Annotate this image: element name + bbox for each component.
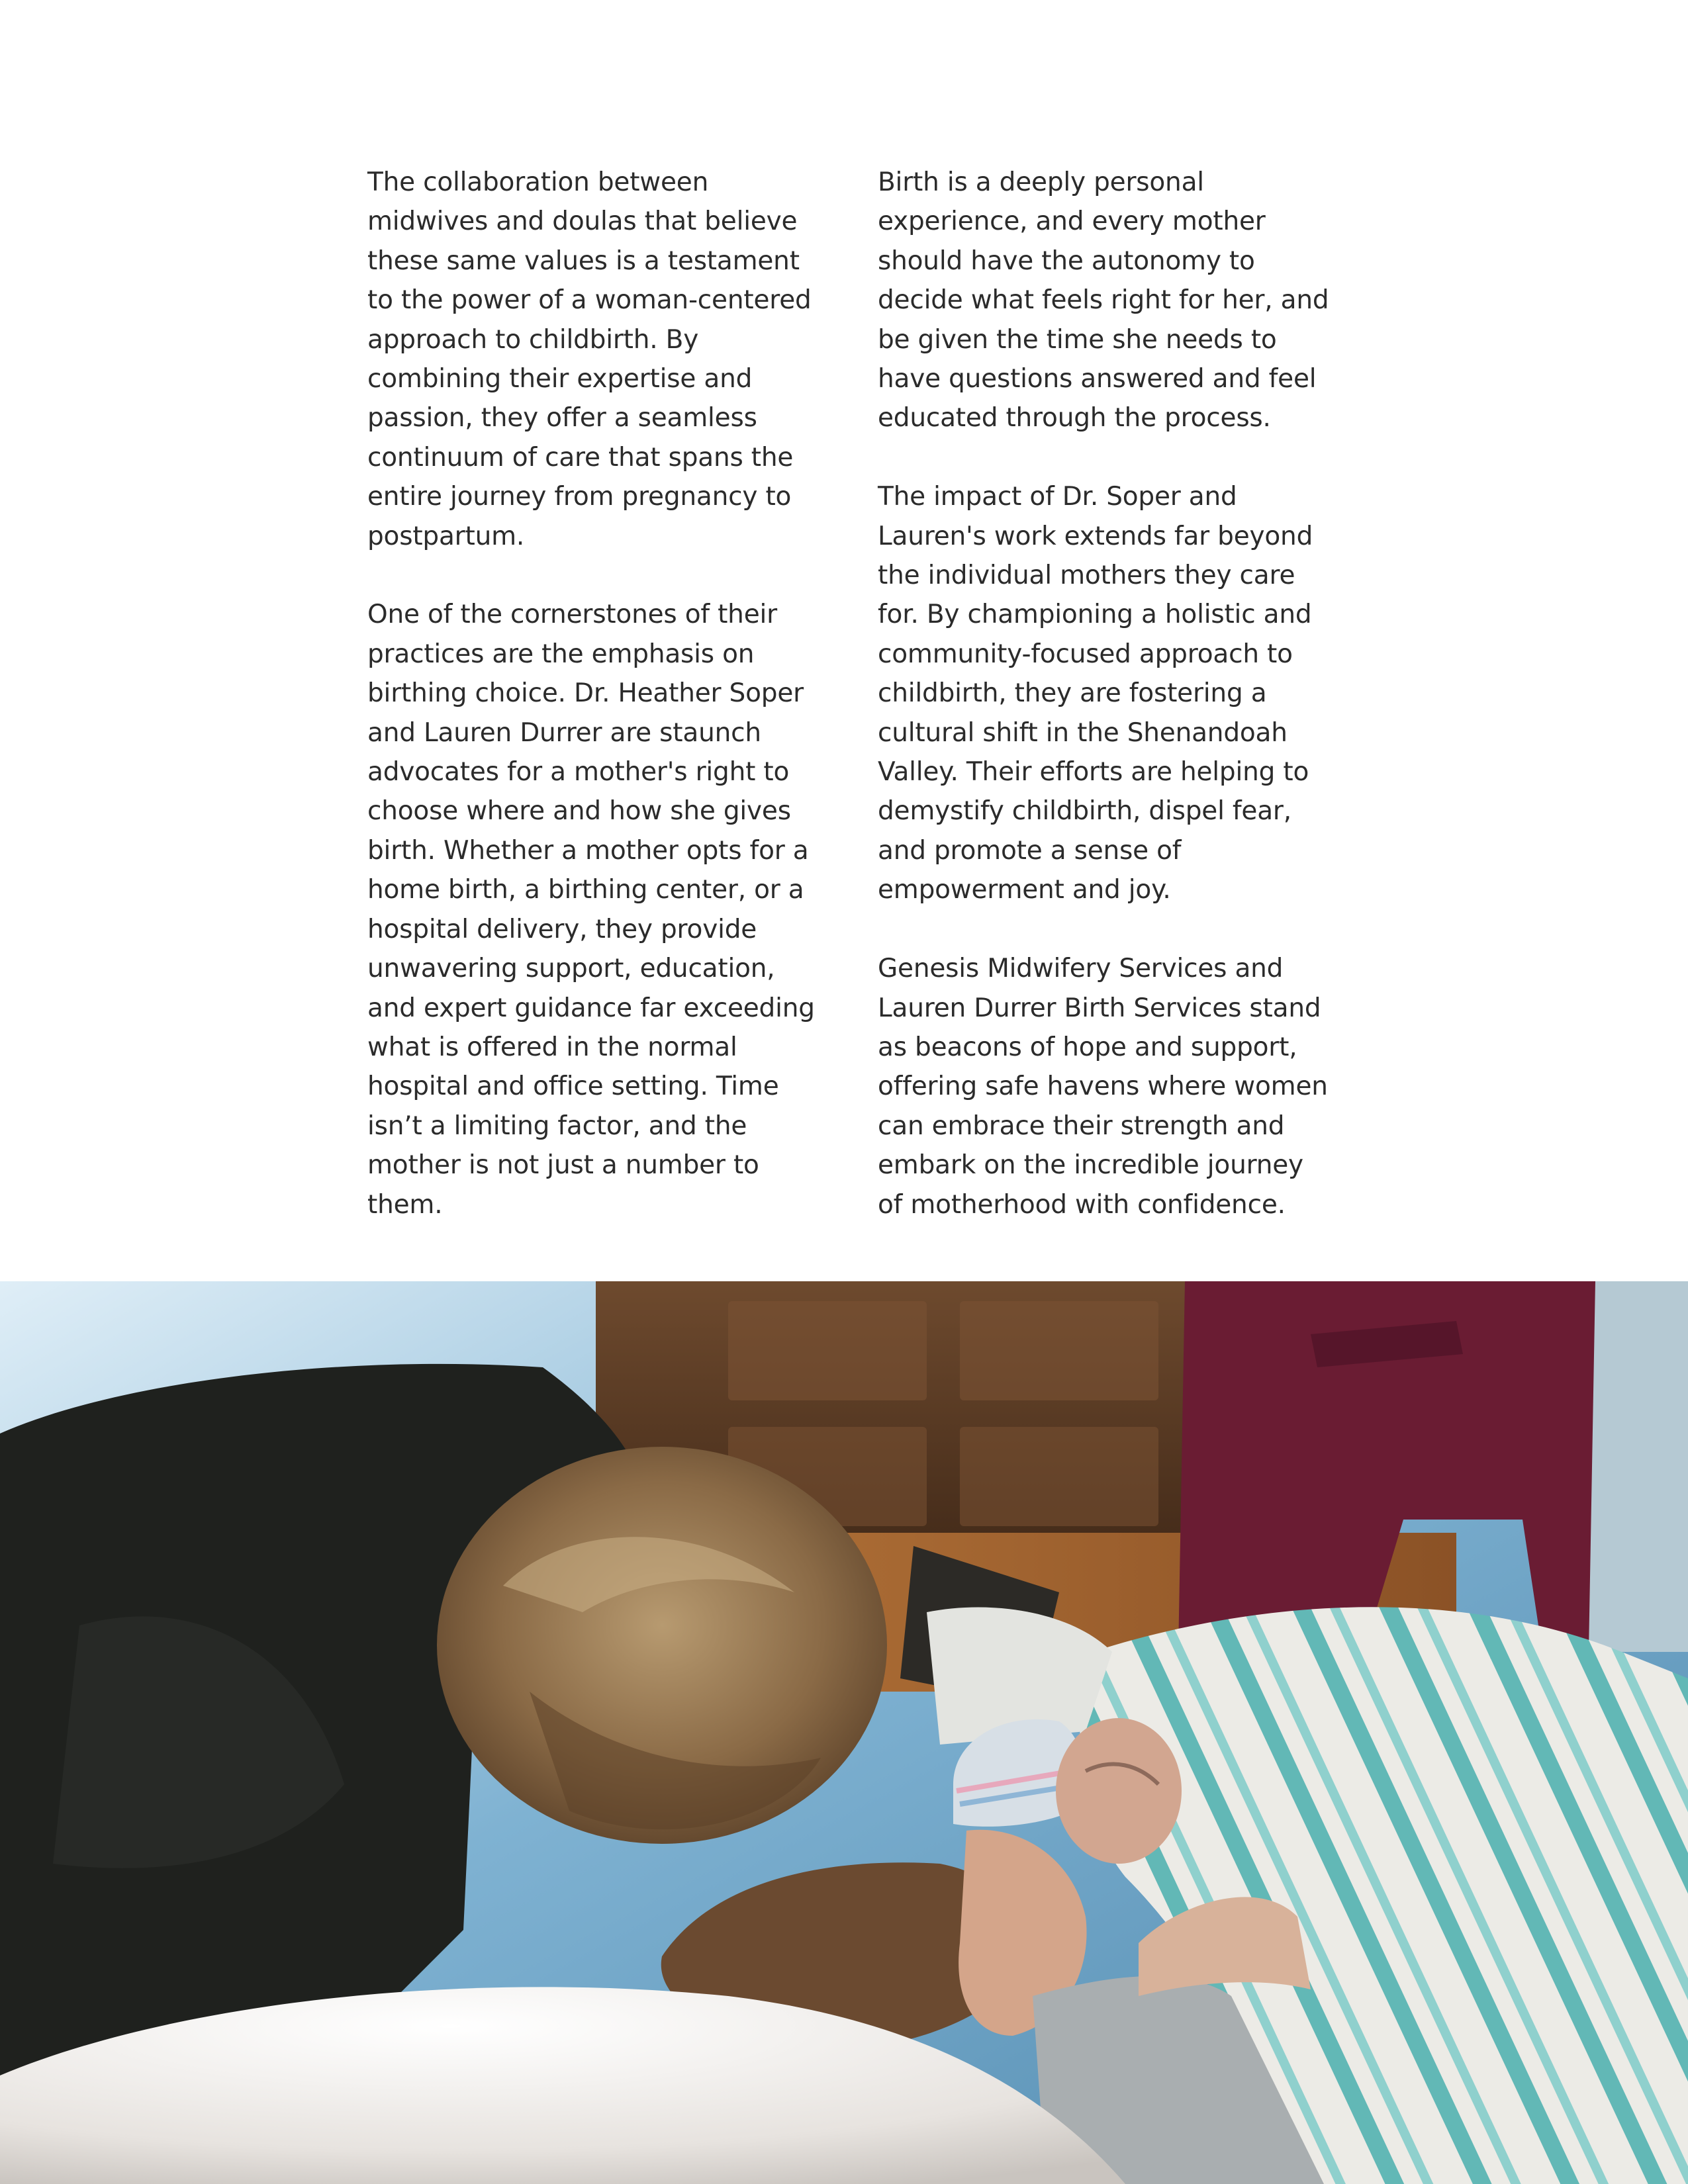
paragraph: Genesis Midwifery Services and Lauren Durrer Birth Services stand as beacons of hope and support, offering safe havens where women can embrace their strength and embark on the incredible journey of motherhood with confidence. <box>878 954 1328 1220</box>
paragraph: The collaboration between midwives and doulas that believe these same values is a testament to the power of a woman-centered approach to childbirth. By combining their expertise and passion, they offer a seamless continuum of care that spans the entire journey from pregnancy to postpartum. <box>367 167 812 551</box>
paragraph: Birth is a deeply personal experience, and every mother should have the autonomy to decide what feels right for her, and be given the time she needs to have questions answered and feel educated through the process. <box>878 167 1329 433</box>
paragraph: The impact of Dr. Soper and Lauren's work extends far beyond the individual mothers they care for. By championing a holistic and community-focused approach to childbirth, they are fostering a cultural shift in the Shenandoah Valley. Their efforts are helping to demystify childbirth, dispel fear, and promote a sense of empowerment and joy. <box>878 482 1313 905</box>
article-column-left <box>367 163 824 1224</box>
birth-photo-illustration <box>0 1281 1688 2184</box>
paragraph: One of the cornerstones of their practices are the emphasis on birthing choice. Dr. Heather Soper and Lauren Durrer are staunch advocates for a mother's right to choose where and how she gives birth. Whether a mother opts for a home birth, a birthing center, or a hospital delivery, they provide unwavering support, education, and expert guidance far exceeding what is offered in the normal hospital and office setting. Time isn’t a limiting factor, and the mother is not just a number to them. <box>367 600 815 1220</box>
article-column-right <box>878 163 1335 1224</box>
article-body <box>0 163 1688 1235</box>
birth-photo <box>0 1281 1688 2184</box>
